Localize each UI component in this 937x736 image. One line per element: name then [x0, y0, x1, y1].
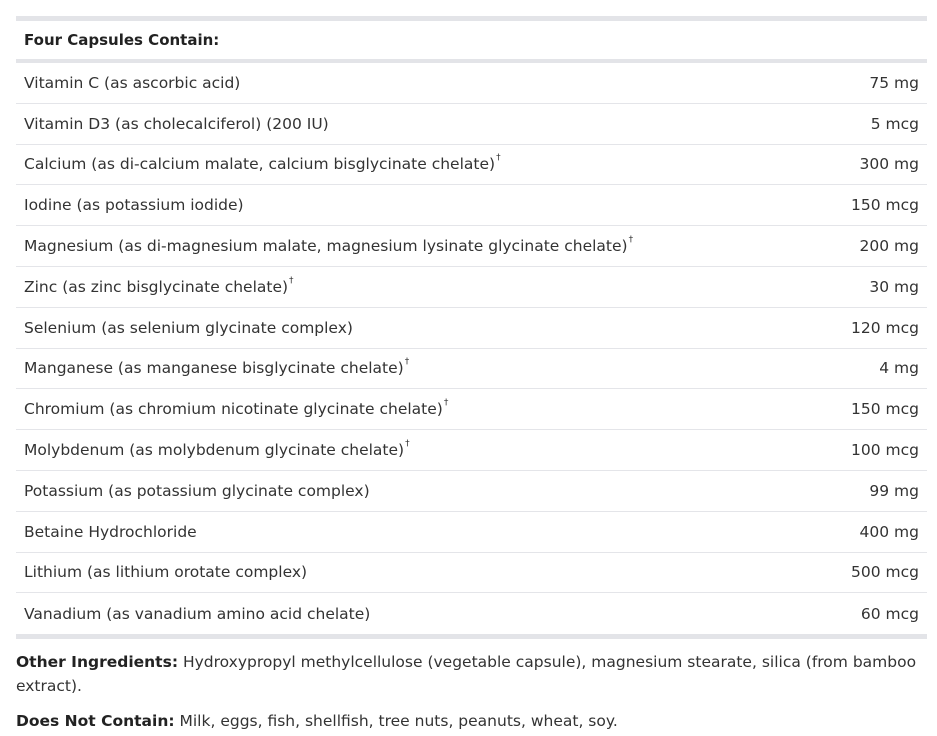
nutrient-amount: 300 mg [859, 155, 919, 174]
table-header-label: Four Capsules Contain: [24, 31, 220, 49]
nutrient-name [24, 319, 353, 337]
nutrient-name [24, 234, 634, 256]
nutrient-name [24, 438, 410, 460]
nutrient-amount: 5 mcg [870, 114, 919, 133]
table-row [16, 430, 927, 471]
other-ingredients-label: Other Ingredients: [16, 653, 179, 671]
nutrient-amount: 30 mg [869, 277, 919, 296]
nutrient-name [24, 400, 448, 418]
nutrient-amount: 75 mg [869, 73, 919, 92]
table-row [16, 349, 927, 390]
nutrient-name-text: Vanadium (as vanadium amino acid chelate) [24, 604, 371, 623]
nutrient-name [24, 115, 329, 133]
dagger-footnote-mark: † [405, 438, 410, 449]
nutrient-name-text: Magnesium (as di-magnesium malate, magnesium lysinate glycinate chelate) [24, 237, 628, 256]
dagger-footnote-mark: † [404, 357, 410, 368]
nutrient-name-text: Iodine (as potassium iodide) [24, 196, 244, 215]
nutrient-name [24, 275, 294, 296]
nutrient-name-text: Calcium (as di-calcium malate, calcium bisglycinate chelate) [24, 155, 496, 174]
nutrient-name [24, 482, 370, 500]
dagger-footnote-mark: † [496, 153, 501, 164]
table-row [16, 471, 927, 512]
nutrient-name-text: Manganese (as manganese bisglycinate chelate) [24, 359, 404, 378]
nutrient-name-text: Lithium (as lithium orotate complex) [24, 563, 308, 582]
does-not-contain-label: Does Not Contain: [16, 712, 175, 730]
nutrient-name [24, 74, 240, 92]
dagger-footnote-mark: † [289, 275, 294, 286]
nutrient-amount: 100 mcg [851, 441, 919, 460]
nutrient-name-text: Molybdenum (as molybdenum glycinate chelate) [24, 441, 405, 460]
nutrient-name-text: Vitamin D3 (as cholecalciferol) (200 IU) [24, 114, 329, 133]
table-header [16, 21, 927, 63]
other-ingredients [16, 650, 921, 698]
table-row [16, 267, 927, 308]
nutrient-name [24, 523, 197, 541]
does-not-contain-text: Milk, eggs, fish, shellfish, tree nuts, peanuts, wheat, soy. [179, 712, 618, 730]
nutrient-name [24, 563, 307, 581]
bottom-rule [16, 634, 927, 639]
nutrient-name [24, 155, 501, 173]
ingredient-notes [16, 650, 921, 733]
does-not-contain [16, 709, 921, 733]
table-row [16, 553, 927, 594]
dagger-footnote-mark: † [628, 234, 634, 245]
nutrient-name-text: Vitamin C (as ascorbic acid) [24, 73, 241, 92]
nutrient-name-text: Selenium (as selenium glycinate complex) [24, 318, 353, 337]
table-row [16, 226, 927, 267]
nutrient-name [24, 359, 409, 377]
nutrient-name-text: Zinc (as zinc bisglycinate chelate) [24, 277, 289, 296]
nutrient-amount: 500 mcg [851, 563, 919, 582]
nutrient-name-text: Betaine Hydrochloride [24, 522, 197, 541]
dagger-footnote-mark: † [443, 398, 449, 409]
nutrient-amount: 4 mg [879, 359, 919, 378]
table-row [16, 63, 927, 104]
nutrient-name-text: Potassium (as potassium glycinate complex) [24, 481, 370, 500]
nutrient-amount: 400 mg [859, 522, 919, 541]
supplement-facts-table [16, 16, 927, 639]
nutrient-amount: 150 mcg [851, 400, 919, 419]
nutrient-name-text: Chromium (as chromium nicotinate glycinate chelate) [24, 400, 443, 419]
table-row [16, 512, 927, 553]
nutrient-list [16, 63, 927, 634]
nutrient-amount: 99 mg [869, 481, 919, 500]
nutrient-amount: 150 mcg [851, 196, 919, 215]
table-row [16, 104, 927, 145]
nutrient-amount: 200 mg [859, 237, 919, 256]
table-row [16, 593, 927, 634]
table-row [16, 185, 927, 226]
nutrient-name [24, 196, 244, 214]
nutrient-name [24, 605, 370, 623]
other-ingredients-text: Hydroxypropyl methylcellulose (vegetable capsule), magnesium stearate, silica (from bamboo extract). [16, 653, 917, 695]
nutrient-amount: 120 mcg [851, 318, 919, 337]
table-row [16, 308, 927, 349]
table-row [16, 145, 927, 186]
nutrient-amount: 60 mcg [860, 604, 919, 623]
table-row [16, 389, 927, 430]
